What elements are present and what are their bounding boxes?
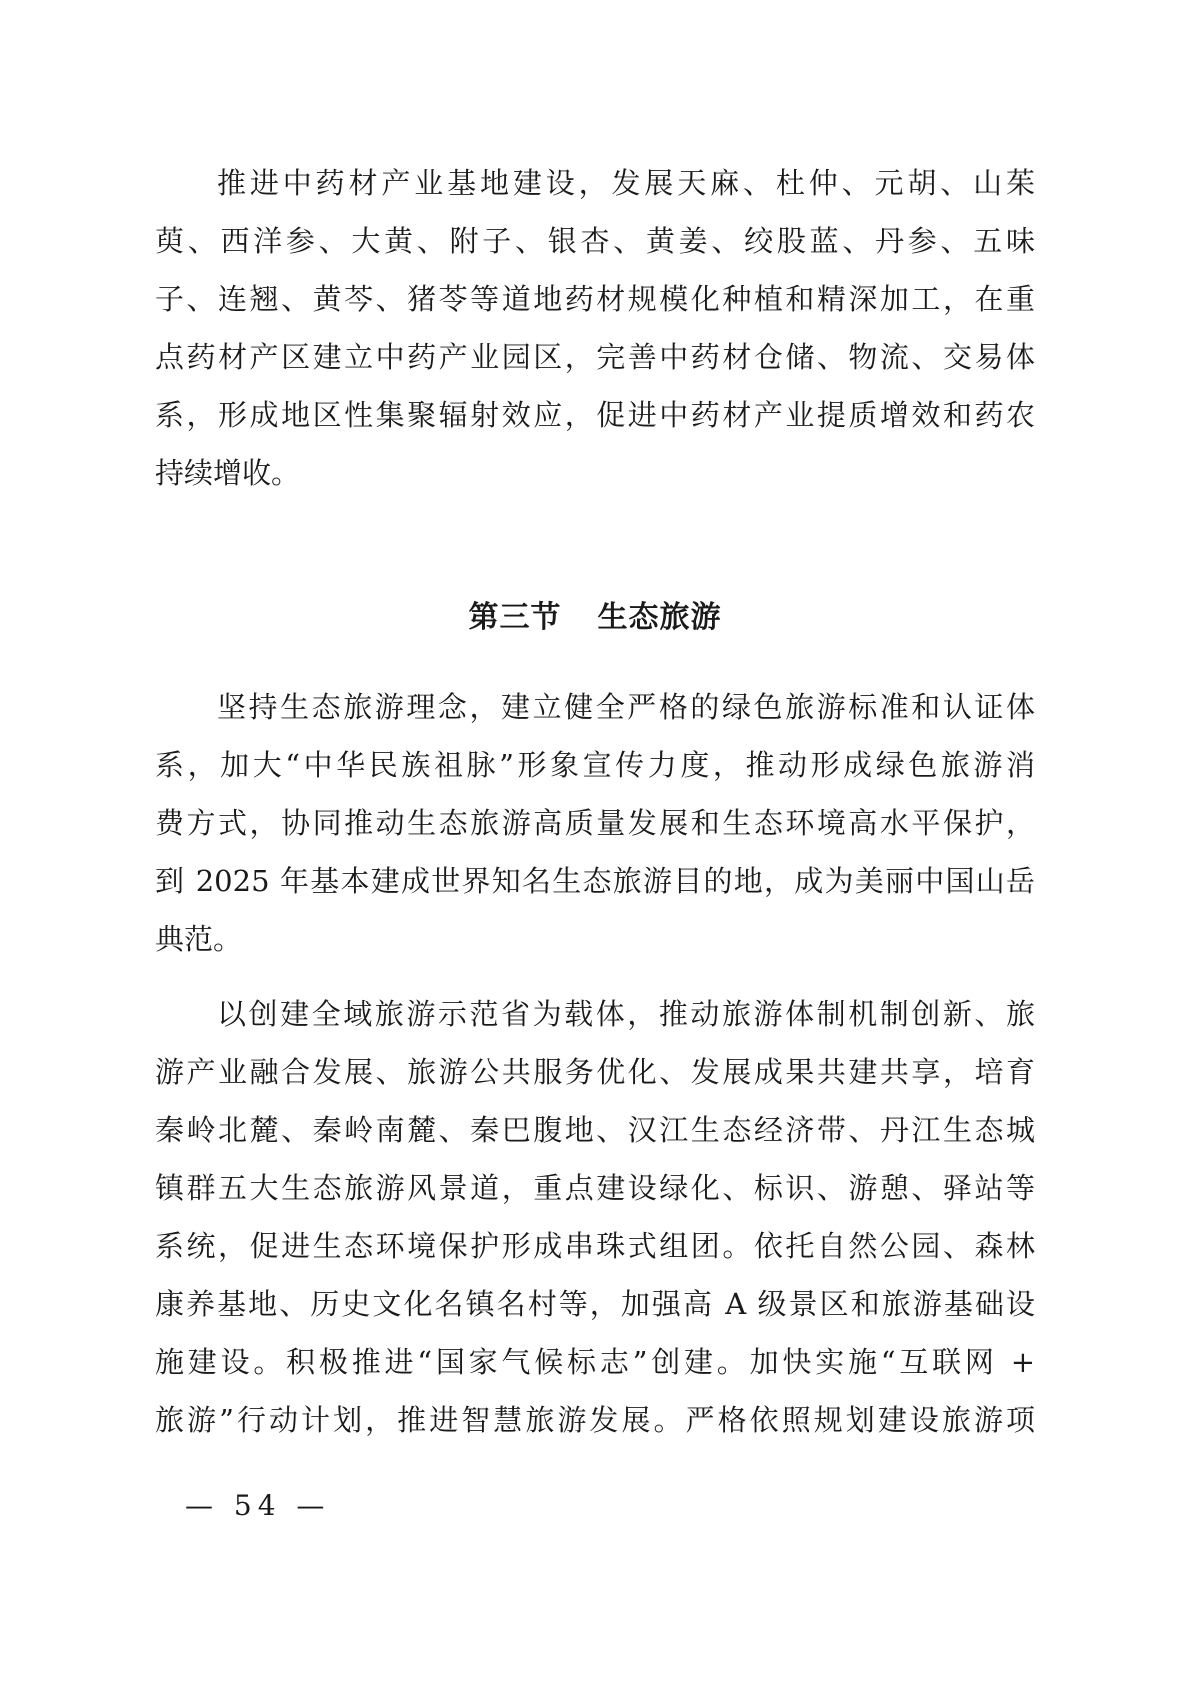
paragraph-line: 系统，促进生态环境保护形成串珠式组团。依托自然公园、森林	[155, 1229, 1035, 1263]
paragraph-line: 到 2025 年基本建成世界知名生态旅游目的地，成为美丽中国山岳	[155, 864, 1035, 898]
paragraph-line: 典范。	[155, 922, 243, 956]
paragraph-line: 以创建全域旅游示范省为载体，推动旅游体制机制创新、旅	[217, 997, 1035, 1031]
paragraph-line: 坚持生态旅游理念，建立健全严格的绿色旅游标准和认证体	[217, 690, 1035, 724]
paragraph-line: 康养基地、历史文化名镇名村等，加强高 A 级景区和旅游基础设	[155, 1287, 1035, 1321]
paragraph-line: 子、连翘、黄芩、猪苓等道地药材规模化种植和精深加工，在重	[155, 282, 1035, 316]
paragraph-line: 萸、西洋参、大黄、附子、银杏、黄姜、绞股蓝、丹参、五味	[155, 224, 1035, 258]
section-heading	[0, 598, 1190, 638]
paragraph-line: 施建设。积极推进“国家气候标志”创建。加快实施“互联网 +	[155, 1345, 1035, 1379]
paragraph-line: 费方式，协同推动生态旅游高质量发展和生态环境高水平保护，	[155, 806, 1035, 840]
section-number: 第三节	[468, 600, 562, 635]
paragraph-line: 持续增收。	[155, 456, 301, 490]
paragraph-line: 秦岭北麓、秦岭南麓、秦巴腹地、汉江生态经济带、丹江生态城	[155, 1113, 1035, 1147]
paragraph-line: 系，形成地区性集聚辐射效应，促进中药材产业提质增效和药农	[155, 398, 1035, 432]
page-number: — 54 —	[185, 1489, 331, 1522]
paragraph-line: 镇群五大生态旅游风景道，重点建设绿化、标识、游憩、驿站等	[155, 1171, 1035, 1205]
paragraph-line: 旅游”行动计划，推进智慧旅游发展。严格依照规划建设旅游项	[155, 1403, 1035, 1437]
section-title: 生态旅游	[597, 600, 722, 635]
paragraph-line: 系，加大“中华民族祖脉”形象宣传力度，推动形成绿色旅游消	[155, 748, 1035, 782]
paragraph-line: 推进中药材产业基地建设，发展天麻、杜仲、元胡、山茱	[217, 166, 1035, 200]
paragraph-line: 游产业融合发展、旅游公共服务优化、发展成果共建共享，培育	[155, 1055, 1035, 1089]
paragraph-line: 点药材产区建立中药产业园区，完善中药材仓储、物流、交易体	[155, 340, 1035, 374]
